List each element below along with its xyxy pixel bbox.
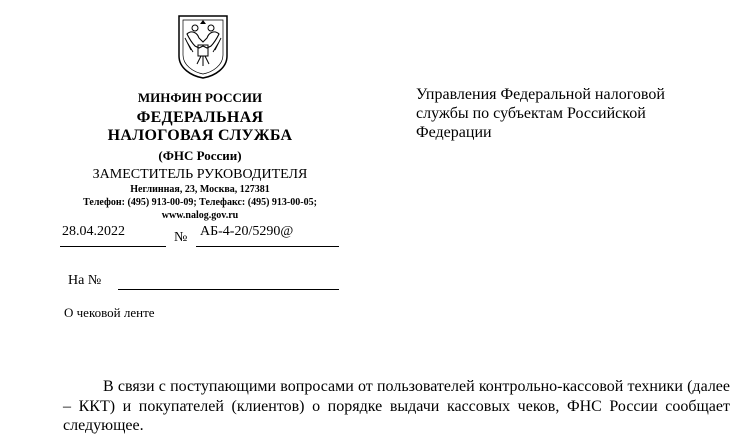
service-name-line1: ФЕДЕРАЛЬНАЯ <box>136 109 264 126</box>
addressee-line: Управления Федеральной налоговой <box>416 86 665 103</box>
addressee-line: службы по субъектам Российской <box>416 105 646 122</box>
coat-of-arms-icon <box>171 12 235 80</box>
document-date: 28.04.2022 <box>62 224 125 239</box>
service-short-name: (ФНС России) <box>158 148 242 163</box>
addressee-line: Федерации <box>416 124 492 141</box>
date-underline <box>60 246 166 247</box>
reply-to-label: На № <box>68 273 102 288</box>
letter-body <box>63 377 730 436</box>
document-subject: О чековой ленте <box>64 305 155 320</box>
ministry-name: МИНФИН РОССИИ <box>137 90 263 105</box>
number-sign: № <box>174 230 188 245</box>
service-name-line2: НАЛОГОВАЯ СЛУЖБА <box>107 127 293 144</box>
postal-address: Неглинная, 23, Москва, 127381 <box>130 184 270 195</box>
number-underline <box>196 246 339 247</box>
document-number: АБ-4-20/5290@ <box>200 224 294 239</box>
reply-to-underline <box>118 289 339 290</box>
website: www.nalog.gov.ru <box>161 210 239 221</box>
body-paragraph: В связи с поступающими вопросами от пользователей контрольно-кассовой техники (далее – ККТ) и покупателей (клиентов) о порядке выдачи кассовых чеков, ФНС России сообщает следующее. <box>63 378 730 434</box>
signer-position: ЗАМЕСТИТЕЛЬ РУКОВОДИТЕЛЯ <box>92 167 308 182</box>
phone-numbers: Телефон: (495) 913-00-09; Телефакс: (495) 913-00-05; <box>83 197 317 208</box>
addressee <box>416 85 716 142</box>
